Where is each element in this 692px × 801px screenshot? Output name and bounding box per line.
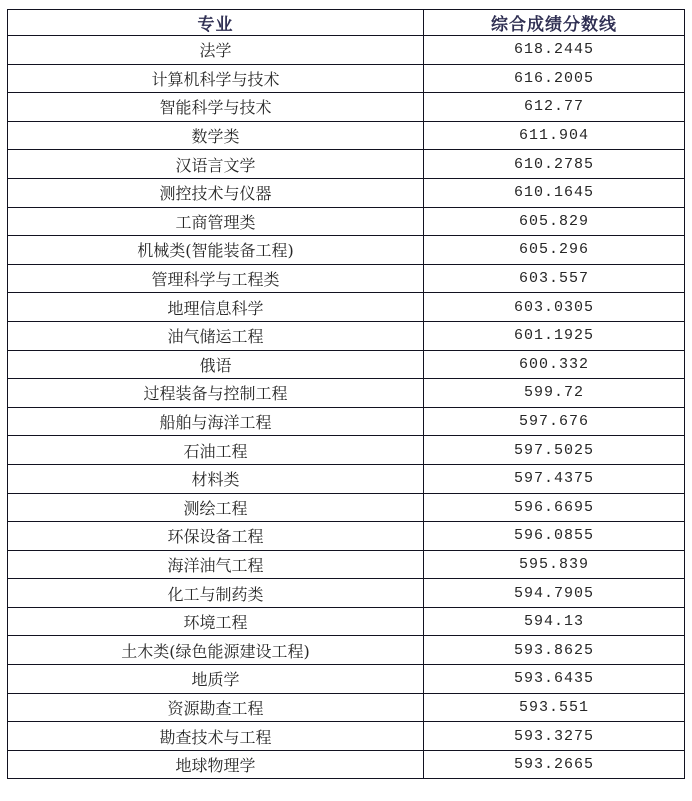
score-cell: 593.3275 [424,722,685,751]
score-cell: 595.839 [424,550,685,579]
column-header-major: 专业 [8,10,424,36]
table-row [8,350,685,379]
major-cell: 石油工程 [8,436,424,465]
major-cell: 土木类(绿色能源建设工程) [8,636,424,665]
score-cell: 605.296 [424,236,685,265]
score-cell: 596.6695 [424,493,685,522]
major-cell: 智能科学与技术 [8,93,424,122]
major-cell: 工商管理类 [8,207,424,236]
major-cell: 地球物理学 [8,750,424,779]
score-cell: 612.77 [424,93,685,122]
score-cell: 610.2785 [424,150,685,179]
major-cell: 材料类 [8,464,424,493]
table-row [8,207,685,236]
major-cell: 地理信息科学 [8,293,424,322]
major-cell: 地质学 [8,665,424,694]
score-cell: 610.1645 [424,178,685,207]
major-cell: 计算机科学与技术 [8,64,424,93]
table-row [8,665,685,694]
table-row [8,493,685,522]
score-table [7,9,685,779]
table-row [8,436,685,465]
score-cell: 601.1925 [424,321,685,350]
major-cell: 资源勘查工程 [8,693,424,722]
table-row [8,293,685,322]
table-row [8,607,685,636]
major-cell: 环保设备工程 [8,522,424,551]
table-row [8,522,685,551]
table-row [8,178,685,207]
table-row [8,264,685,293]
major-cell: 机械类(智能装备工程) [8,236,424,265]
major-cell: 汉语言文学 [8,150,424,179]
score-cell: 605.829 [424,207,685,236]
major-cell: 环境工程 [8,607,424,636]
table-row [8,379,685,408]
major-cell: 俄语 [8,350,424,379]
score-cell: 603.557 [424,264,685,293]
score-cell: 594.13 [424,607,685,636]
major-cell: 勘查技术与工程 [8,722,424,751]
score-cell: 597.676 [424,407,685,436]
score-cell: 593.6435 [424,665,685,694]
major-cell: 海洋油气工程 [8,550,424,579]
score-cell: 597.5025 [424,436,685,465]
score-table-body [8,36,685,779]
table-row [8,93,685,122]
column-header-score: 综合成绩分数线 [424,10,685,36]
score-cell: 593.2665 [424,750,685,779]
table-row [8,150,685,179]
score-cell: 603.0305 [424,293,685,322]
score-cell: 611.904 [424,121,685,150]
score-cell: 593.8625 [424,636,685,665]
score-cell: 596.0855 [424,522,685,551]
major-cell: 船舶与海洋工程 [8,407,424,436]
table-row [8,64,685,93]
major-cell: 过程装备与控制工程 [8,379,424,408]
table-row [8,693,685,722]
table-row [8,550,685,579]
score-cell: 593.551 [424,693,685,722]
major-cell: 法学 [8,36,424,65]
table-row [8,236,685,265]
table-row [8,464,685,493]
table-row [8,321,685,350]
table-row [8,579,685,608]
score-cell: 600.332 [424,350,685,379]
score-cell: 599.72 [424,379,685,408]
table-row [8,407,685,436]
table-row [8,121,685,150]
major-cell: 油气储运工程 [8,321,424,350]
major-cell: 测绘工程 [8,493,424,522]
score-cell: 597.4375 [424,464,685,493]
major-cell: 数学类 [8,121,424,150]
table-row [8,636,685,665]
header-row [8,10,685,36]
score-table-header [8,10,685,36]
score-cell: 618.2445 [424,36,685,65]
major-cell: 化工与制药类 [8,579,424,608]
score-table-container [7,9,685,779]
table-row [8,750,685,779]
major-cell: 管理科学与工程类 [8,264,424,293]
score-cell: 616.2005 [424,64,685,93]
table-row [8,722,685,751]
score-cell: 594.7905 [424,579,685,608]
table-row [8,36,685,65]
major-cell: 测控技术与仪器 [8,178,424,207]
